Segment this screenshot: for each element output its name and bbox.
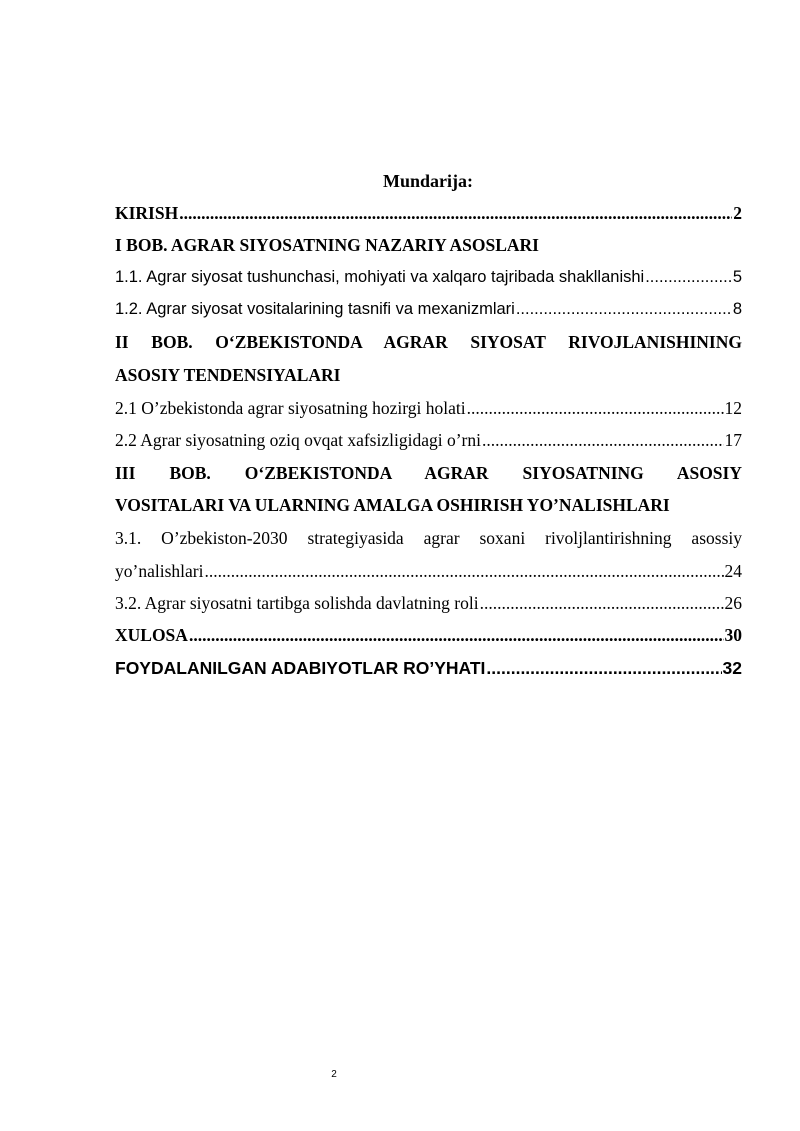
dot-leader (189, 624, 724, 646)
toc-entry-1-2 (115, 298, 742, 320)
toc-entry-text: FOYDALANILGAN ADABIYOTLAR RO’YHATI (115, 658, 486, 678)
toc-entry-kirish (115, 202, 742, 224)
dot-leader (486, 657, 721, 679)
toc-entry-2-1 (115, 397, 742, 419)
toc-page-number: 26 (724, 593, 742, 613)
toc-entry-adabiyotlar (115, 657, 742, 679)
dot-leader (516, 298, 732, 320)
toc-entry-2-2 (115, 429, 742, 451)
toc-entry-3-1-line1: 3.1. O’zbekiston-2030 strategiyasida agrar soxani rivoljlantirishning asossiy (115, 528, 742, 548)
toc-entry-text: XULOSA (115, 625, 188, 645)
toc-chapter-3-title-line2: VOSITALARI VA ULARNING AMALGA OSHIRISH YO’NALISHLARI (115, 495, 670, 515)
toc-chapter-3-title-line1: III BOB. O‘ZBEKISTONDA AGRAR SIYOSATNING ASOSIY (115, 463, 742, 483)
toc-page-number: 12 (724, 398, 742, 418)
toc-page-number: 5 (732, 268, 742, 286)
toc-entry-text: yo’nalishlari (115, 561, 204, 581)
toc-title: Mundarija: (383, 171, 473, 191)
toc-entry-text: KIRISH (115, 203, 179, 223)
toc-entry-3-1 (115, 560, 742, 582)
toc-chapter-1-title: I BOB. AGRAR SIYOSATNING NAZARIY ASOSLARI (115, 235, 539, 255)
toc-page-number: 2 (733, 203, 742, 223)
toc-entry-text: 1.1. Agrar siyosat tushunchasi, mohiyati va xalqaro tajribada shakllanishi (115, 268, 645, 286)
dot-leader (204, 560, 723, 582)
dot-leader (467, 397, 724, 419)
toc-entry-3-2 (115, 592, 742, 614)
toc-entry-text: 2.1 O’zbekistonda agrar siyosatning hozirgi holati (115, 398, 466, 418)
dot-leader (179, 202, 732, 224)
toc-entry-xulosa (115, 624, 742, 646)
toc-entry-text: 2.2 Agrar siyosatning oziq ovqat xafsizligidagi o’rni (115, 430, 481, 450)
toc-page-number: 8 (732, 300, 742, 318)
toc-entry-text: 3.2. Agrar siyosatni tartibga solishda davlatning roli (115, 593, 479, 613)
toc-page-number: 24 (724, 561, 742, 581)
toc-page-number: 17 (724, 430, 742, 450)
dot-leader (482, 429, 724, 451)
toc-chapter-2-title-line1: II BOB. O‘ZBEKISTONDA AGRAR SIYOSAT RIVOJLANISHINING (115, 332, 742, 352)
toc-entry-1-1 (115, 266, 742, 288)
dot-leader (645, 266, 732, 288)
page-number: 2 (331, 1069, 337, 1080)
dot-leader (480, 592, 724, 614)
toc-chapter-2-title-line2: ASOSIY TENDENSIYALARI (115, 365, 341, 385)
toc-page-number: 32 (722, 658, 742, 678)
toc-entry-text: 1.2. Agrar siyosat vositalarining tasnifi va mexanizmlari (115, 300, 515, 318)
toc-page-number: 30 (724, 625, 742, 645)
